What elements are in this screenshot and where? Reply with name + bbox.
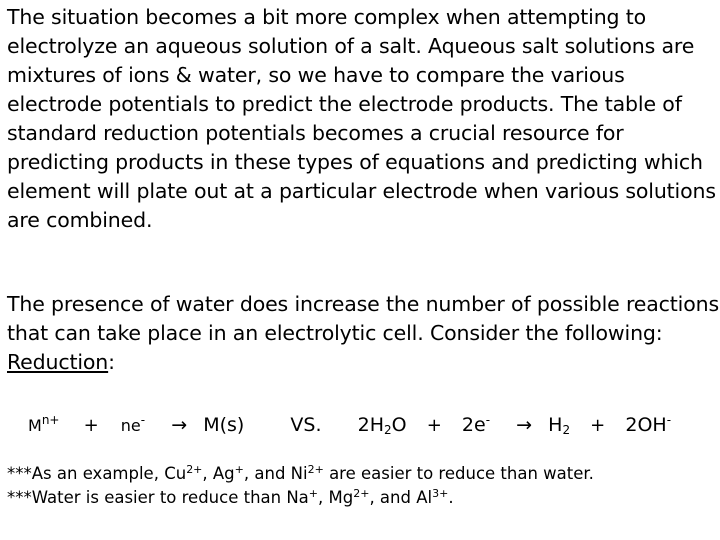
plus-sign: + xyxy=(590,415,606,436)
versus-label: VS. xyxy=(290,414,322,436)
reaction-arrow-icon: → xyxy=(171,414,188,436)
plus-sign: + xyxy=(426,415,442,436)
metal-product: M(s) xyxy=(203,414,245,436)
electrons: ne- xyxy=(120,413,146,435)
reduction-colon: : xyxy=(108,350,115,374)
water-paragraph xyxy=(7,290,719,377)
intro-paragraph: The situation becomes a bit more complex when attempting to electrolyze an aqueous solution of a salt. Aqueous salt solutions are mixtures of ions & water, so we have to compare the various electrode potentials to predict the electrode products. The table of standard reduction potentials becomes a crucial resource for predicting products in these types of equations and predicting which element will plate out at a particular electrode when various solutions are combined. xyxy=(7,5,716,232)
water: $2H_2O$ xyxy=(357,414,407,437)
hydrogen-gas: $H_2$ xyxy=(548,414,571,437)
hydroxide: 2OH- xyxy=(625,413,672,436)
two-electrons: 2e- xyxy=(461,413,491,436)
metal-ion: $M^{n+}$ xyxy=(28,413,60,435)
reaction-arrow-icon: → xyxy=(516,414,533,436)
water-paragraph-text: The presence of water does increase the number of possible reactions that can take place in an electrolytic cell. Consider the following: xyxy=(7,292,719,345)
note-water-easier: ***Water is easier to reduce than Na+, $Mg^{2+}$, and $Al^{3+}$. xyxy=(7,487,454,507)
plus-sign: + xyxy=(83,415,99,436)
reduction-equations xyxy=(28,411,671,440)
note-easier-than-water: ***As an example, $Cu^{2+}$, Ag+, and $Ni^{2+}$ are easier to reduce than water. xyxy=(7,463,594,483)
reduction-heading: Reduction xyxy=(7,350,109,374)
